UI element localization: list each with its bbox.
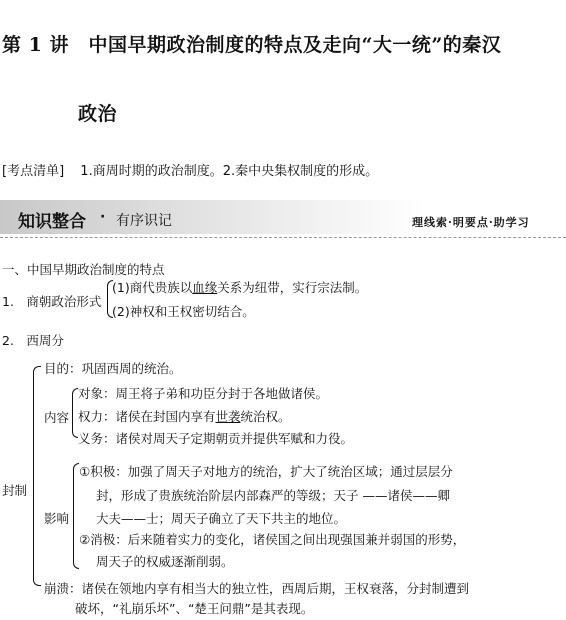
checklist-text: 1.商周时期的政治制度。2.秦中央集权制度的形成。 [80,164,379,179]
section-divider [0,237,566,238]
negative-line-2: 周天子的权威逐渐削弱。 [96,554,234,569]
checklist [2,160,378,179]
fengzhi-brace [33,366,41,586]
shang-label: 1. 商朝政治形式 [2,294,102,309]
negative-line-1: ②消极：后来随着实力的变化，诸侯国之间出现强国兼并弱国的形势， [79,532,466,547]
positive-line-2: 封，形成了贵族统治阶层内部森严的等级；天子 ——诸侯——卿 [96,488,450,503]
collapse-line-2: 破坏，“礼崩乐坏”、“楚王问鼎”是其表现。 [75,601,314,616]
collapse-line-1: 崩溃：诸侯在领地内享有相当大的独立性，西周后期，王权衰落，分封制遭到 [44,581,470,596]
section-tagline: 理线索·明要点·助学习 [412,216,530,229]
rights-line: 权力：诸侯在封国内享有世袭统治权。 [78,409,291,424]
neirong-label: 内容 [44,410,70,425]
positive-line-1: ①积极：加强了周天子对地方的统治，扩大了统治区域；通过层层分 [79,464,453,479]
duties-line: 义务：诸侯对周天子定期朝贡并提供军赋和力役。 [78,431,354,446]
heading-early-politics: 一、中国早期政治制度的特点 [2,262,165,277]
object-line: 对象：周王将子弟和功臣分封于各地做诸侯。 [78,386,329,401]
section-title: 知识整合 [18,212,86,232]
zhou-heading: 2. 西周分 [2,333,64,348]
shang-item-2: (2)神权和王权密切结合。 [112,304,255,319]
fengzhi-label: 封制 [2,483,28,498]
section-dot: · [100,209,106,225]
positive-line-3: 大夫——士；周天子确立了天下共主的地位。 [96,511,347,526]
page-title-continued: 政治 [78,103,118,125]
yingxiang-label: 影响 [44,511,70,526]
purpose-line: 目的：巩固西周的统治。 [44,361,182,376]
page-title: 第 1 讲 中国早期政治制度的特点及走向“大一统”的秦汉 [2,34,502,56]
section-subtitle: 有序识记 [116,213,172,229]
shang-item-1: (1)商代贵族以血缘关系为纽带，实行宗法制。 [112,280,368,295]
checklist-label: [考点清单] [2,164,65,179]
